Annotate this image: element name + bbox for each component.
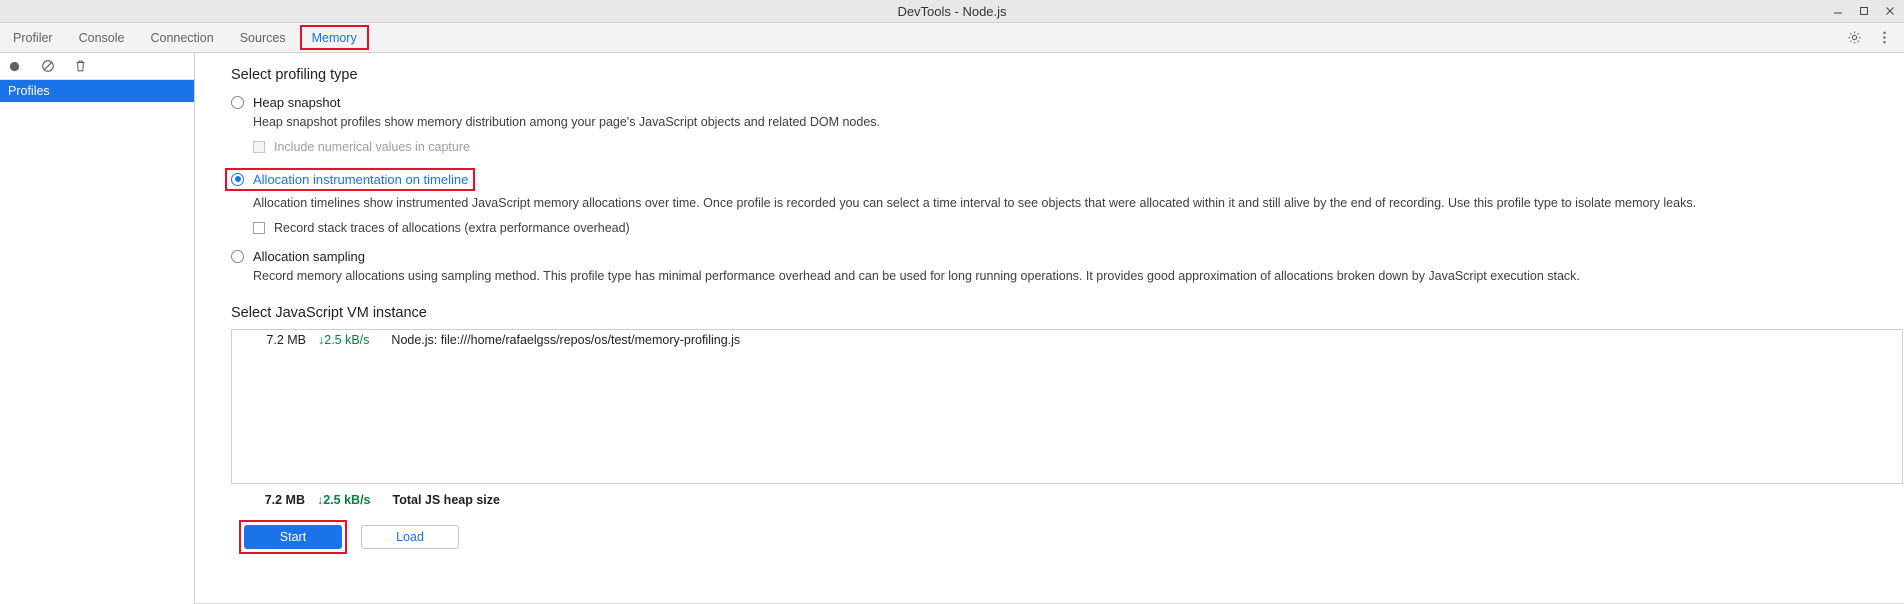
profiles-sidebar <box>0 53 195 604</box>
vm-instance-row[interactable] <box>232 330 1902 351</box>
checkbox-row-record-stack-traces[interactable] <box>253 221 1904 235</box>
load-button[interactable] <box>361 525 459 549</box>
devtools-body <box>0 53 1904 604</box>
settings-gear-icon[interactable] <box>1846 30 1862 46</box>
memory-profiler-panel <box>195 53 1904 604</box>
allocation-sampling-description: Record memory allocations using sampling method. This profile type has minimal performance overhead and can be used for long running operations. It provides good approximation of allocations broken down by JavaScript execution stack. <box>253 268 1580 283</box>
minimize-button[interactable] <box>1832 5 1844 17</box>
tab-memory[interactable] <box>299 23 370 52</box>
sidebar-item-profiles[interactable] <box>0 80 194 102</box>
more-options-icon[interactable] <box>1876 30 1892 46</box>
clear-icon[interactable] <box>39 58 56 75</box>
vm-total-size: 7.2 MB <box>264 492 305 507</box>
radio-row-heap-snapshot[interactable] <box>231 95 1904 110</box>
heap-snapshot-description: Heap snapshot profiles show memory distribution among your page's JavaScript objects and related DOM nodes. <box>253 115 881 129</box>
sidebar-item-profiles-label: Profiles <box>8 84 50 98</box>
option-heap-snapshot <box>231 95 1904 154</box>
profiling-type-title: Select profiling type <box>231 67 358 83</box>
tab-profiler[interactable] <box>0 23 66 52</box>
window-titlebar <box>0 0 1904 23</box>
load-button-label: Load <box>396 529 424 544</box>
start-button[interactable] <box>244 525 342 549</box>
trash-icon[interactable] <box>72 58 89 75</box>
radio-allocation-instrumentation-label: Allocation instrumentation on timeline <box>253 171 469 187</box>
start-button-highlight <box>239 520 347 554</box>
radio-row-allocation-instrumentation[interactable] <box>225 168 475 191</box>
checkbox-record-stack-traces[interactable] <box>253 222 265 234</box>
radio-heap-snapshot[interactable] <box>231 96 244 109</box>
radio-allocation-instrumentation[interactable] <box>231 173 244 186</box>
tab-memory-label: Memory <box>311 30 357 45</box>
radio-row-allocation-sampling[interactable] <box>231 249 1904 264</box>
checkbox-include-numerical-values[interactable] <box>253 141 265 153</box>
radio-allocation-sampling[interactable] <box>231 250 244 263</box>
record-icon[interactable] <box>6 58 23 75</box>
tab-sources-label: Sources <box>239 30 286 45</box>
vm-total-label: Total JS heap size <box>392 492 500 507</box>
vm-total-rate: ↓2.5 kB/s <box>317 492 371 507</box>
option-allocation-sampling <box>231 249 1904 285</box>
window-controls <box>1832 0 1896 22</box>
tab-console[interactable] <box>66 23 138 52</box>
checkbox-include-numerical-values-label: Include numerical values in capture <box>274 139 470 154</box>
vm-instance-size: 7.2 MB <box>266 333 306 348</box>
vm-instance-title: Select JavaScript VM instance <box>231 304 427 321</box>
checkbox-record-stack-traces-label: Record stack traces of allocations (extra performance overhead) <box>274 220 630 235</box>
allocation-instrumentation-description: Allocation timelines show instrumented JavaScript memory allocations over time. Once profile is recorded you can select a time interval to see objects that were allocated within it and still alive by the end of recording. Use this profile type to isolate memory leaks. <box>253 195 1697 210</box>
close-button[interactable] <box>1884 5 1896 17</box>
option-allocation-instrumentation <box>231 168 1904 235</box>
radio-heap-snapshot-label: Heap snapshot <box>253 95 341 110</box>
radio-allocation-sampling-label: Allocation sampling <box>253 248 366 264</box>
vm-instance-list[interactable] <box>231 329 1903 484</box>
vm-total-row <box>231 493 1904 507</box>
checkbox-row-include-numerical-values[interactable] <box>253 140 1904 154</box>
window-title: DevTools - Node.js <box>897 3 1007 19</box>
tabstrip-right-icons <box>1846 23 1904 52</box>
vm-instance-name: Node.js: file:///home/rafaelgss/repos/os/test/memory-profiling.js <box>391 333 741 348</box>
tab-connection-label: Connection <box>150 30 214 45</box>
sidebar-toolbar <box>0 53 194 80</box>
devtools-tabstrip <box>0 23 1904 53</box>
tab-console-label: Console <box>78 30 125 45</box>
maximize-button[interactable] <box>1858 5 1870 17</box>
tab-connection[interactable] <box>137 23 226 52</box>
tab-profiler-label: Profiler <box>13 30 53 45</box>
action-button-row <box>231 520 1904 554</box>
tab-sources[interactable] <box>227 23 299 52</box>
vm-instance-rate: ↓2.5 kB/s <box>318 333 370 348</box>
start-button-label: Start <box>279 529 307 544</box>
